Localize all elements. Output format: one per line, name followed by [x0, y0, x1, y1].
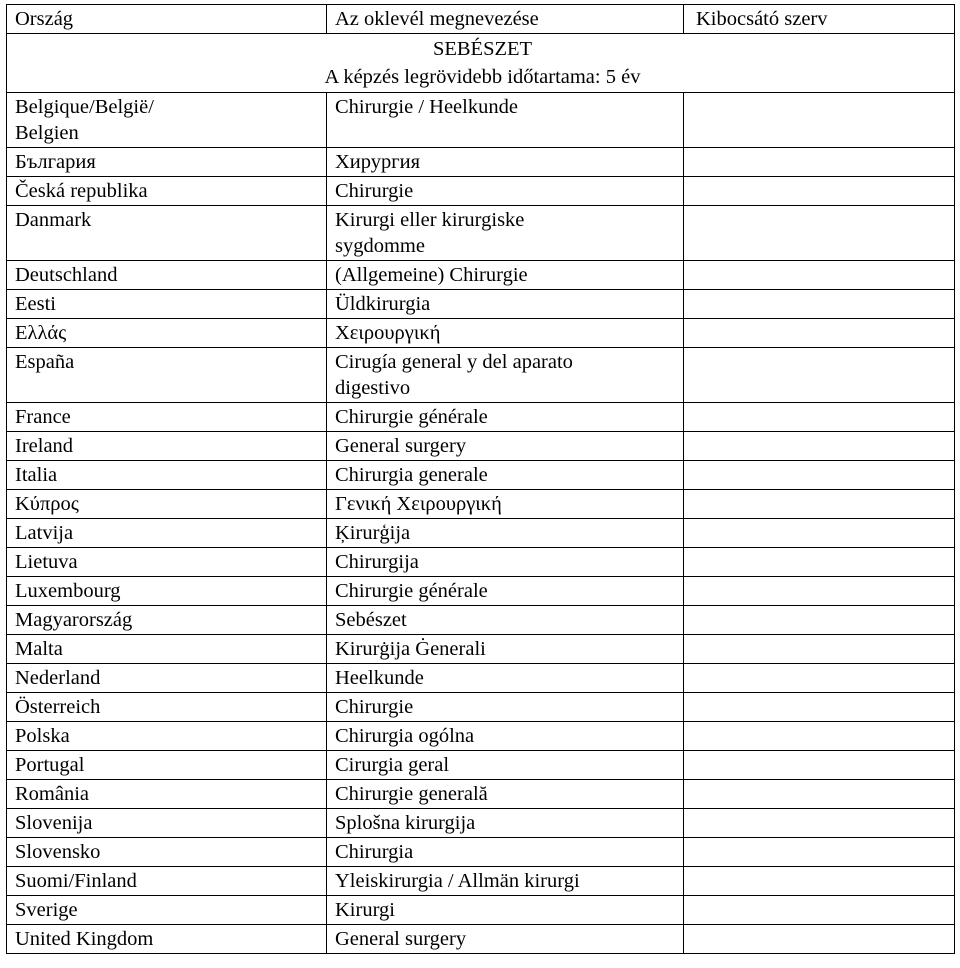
country-cell: България: [7, 148, 327, 177]
issuer-cell: [684, 490, 955, 519]
issuer-cell: [684, 206, 955, 261]
diploma-title-cell: Heelkunde: [327, 664, 684, 693]
country-cell: Polska: [7, 722, 327, 751]
diploma-title-cell: Cirugía general y del aparato digestivo: [327, 348, 684, 403]
country-cell: Ελλάς: [7, 319, 327, 348]
table-row: [7, 490, 955, 519]
issuer-cell: [684, 693, 955, 722]
table-row: [7, 403, 955, 432]
diploma-title-cell: Chirurgija: [327, 548, 684, 577]
country-cell: Slovenija: [7, 809, 327, 838]
issuer-cell: [684, 148, 955, 177]
diploma-title-cell: Chirurgia: [327, 838, 684, 867]
issuer-cell: [684, 93, 955, 148]
issuer-cell: [684, 548, 955, 577]
table-row: [7, 148, 955, 177]
table-row: [7, 548, 955, 577]
diploma-title-cell: Chirurgie: [327, 177, 684, 206]
issuer-cell: [684, 751, 955, 780]
issuer-cell: [684, 896, 955, 925]
table-row: [7, 838, 955, 867]
table-row: [7, 93, 955, 148]
table-row: [7, 319, 955, 348]
country-cell: Portugal: [7, 751, 327, 780]
table-row: [7, 432, 955, 461]
diploma-title-cell: Chirurgia ogólna: [327, 722, 684, 751]
table-row: [7, 177, 955, 206]
country-cell: Sverige: [7, 896, 327, 925]
issuer-cell: [684, 780, 955, 809]
issuer-cell: [684, 177, 955, 206]
country-cell: Česká republika: [7, 177, 327, 206]
table-row: [7, 751, 955, 780]
issuer-cell: [684, 577, 955, 606]
diploma-title-cell: Kirurgi: [327, 896, 684, 925]
diploma-title-cell: Chirurgie: [327, 693, 684, 722]
section-row: [7, 34, 955, 93]
country-cell: Belgique/België/ Belgien: [7, 93, 327, 148]
header-country: Ország: [7, 5, 327, 34]
table-row: [7, 693, 955, 722]
diploma-title-cell: Yleiskirurgia / Allmän kirurgi: [327, 867, 684, 896]
issuer-cell: [684, 838, 955, 867]
issuer-cell: [684, 319, 955, 348]
diploma-title-cell: Cirurgia geral: [327, 751, 684, 780]
diploma-title-cell: Kirurġija Ġenerali: [327, 635, 684, 664]
diploma-title-cell: Chirurgie générale: [327, 403, 684, 432]
country-cell: Ireland: [7, 432, 327, 461]
diploma-title-cell: Splošna kirurgija: [327, 809, 684, 838]
table-row: [7, 664, 955, 693]
country-cell: United Kingdom: [7, 925, 327, 954]
country-cell: Slovensko: [7, 838, 327, 867]
country-cell: Eesti: [7, 290, 327, 319]
diploma-title-cell: Ķirurģija: [327, 519, 684, 548]
issuer-cell: [684, 348, 955, 403]
header-diploma: Az oklevél megnevezése: [327, 5, 684, 34]
country-cell: Danmark: [7, 206, 327, 261]
table-row: [7, 722, 955, 751]
header-row: [7, 5, 955, 34]
country-cell: Malta: [7, 635, 327, 664]
issuer-cell: [684, 809, 955, 838]
table-row: [7, 780, 955, 809]
country-cell: Suomi/Finland: [7, 867, 327, 896]
diploma-table: [6, 4, 955, 954]
issuer-cell: [684, 403, 955, 432]
diploma-title-cell: Χειρουργική: [327, 319, 684, 348]
table-row: [7, 809, 955, 838]
diploma-title-cell: Sebészet: [327, 606, 684, 635]
country-cell: Italia: [7, 461, 327, 490]
diploma-title-cell: Chirurgie / Heelkunde: [327, 93, 684, 148]
issuer-cell: [684, 432, 955, 461]
table-row: [7, 261, 955, 290]
country-cell: Nederland: [7, 664, 327, 693]
diploma-title-cell: Chirurgia generale: [327, 461, 684, 490]
section-heading: [7, 34, 955, 93]
issuer-cell: [684, 519, 955, 548]
country-cell: Latvija: [7, 519, 327, 548]
issuer-cell: [684, 261, 955, 290]
table-row: [7, 461, 955, 490]
diploma-title-cell: Chirurgie generală: [327, 780, 684, 809]
table-row: [7, 606, 955, 635]
country-cell: Luxembourg: [7, 577, 327, 606]
table-row: [7, 896, 955, 925]
section-title: SEBÉSZET: [432, 38, 533, 60]
country-cell: France: [7, 403, 327, 432]
table-row: [7, 290, 955, 319]
issuer-cell: [684, 722, 955, 751]
issuer-cell: [684, 461, 955, 490]
diploma-title-cell: (Allgemeine) Chirurgie: [327, 261, 684, 290]
table-row: [7, 519, 955, 548]
diploma-title-cell: General surgery: [327, 925, 684, 954]
country-cell: Österreich: [7, 693, 327, 722]
issuer-cell: [684, 290, 955, 319]
country-cell: España: [7, 348, 327, 403]
issuer-cell: [684, 635, 955, 664]
issuer-cell: [684, 925, 955, 954]
country-cell: Κύπρος: [7, 490, 327, 519]
diploma-title-cell: General surgery: [327, 432, 684, 461]
table-row: [7, 635, 955, 664]
diploma-title-cell: Üldkirurgia: [327, 290, 684, 319]
diploma-title-cell: Chirurgie générale: [327, 577, 684, 606]
header-issuer: Kibocsátó szerv: [684, 5, 955, 34]
table-row: [7, 206, 955, 261]
table-row: [7, 867, 955, 896]
table-body: [7, 5, 955, 954]
section-subtitle: A képzés legrövidebb időtartama: 5 év: [324, 66, 641, 88]
country-cell: Lietuva: [7, 548, 327, 577]
table-row: [7, 348, 955, 403]
country-cell: Deutschland: [7, 261, 327, 290]
issuer-cell: [684, 606, 955, 635]
country-cell: România: [7, 780, 327, 809]
table-row: [7, 577, 955, 606]
diploma-title-cell: Хирургия: [327, 148, 684, 177]
issuer-cell: [684, 664, 955, 693]
diploma-title-cell: Γενική Χειρουργική: [327, 490, 684, 519]
country-cell: Magyarország: [7, 606, 327, 635]
issuer-cell: [684, 867, 955, 896]
diploma-title-cell: Kirurgi eller kirurgiske sygdomme: [327, 206, 684, 261]
table-row: [7, 925, 955, 954]
